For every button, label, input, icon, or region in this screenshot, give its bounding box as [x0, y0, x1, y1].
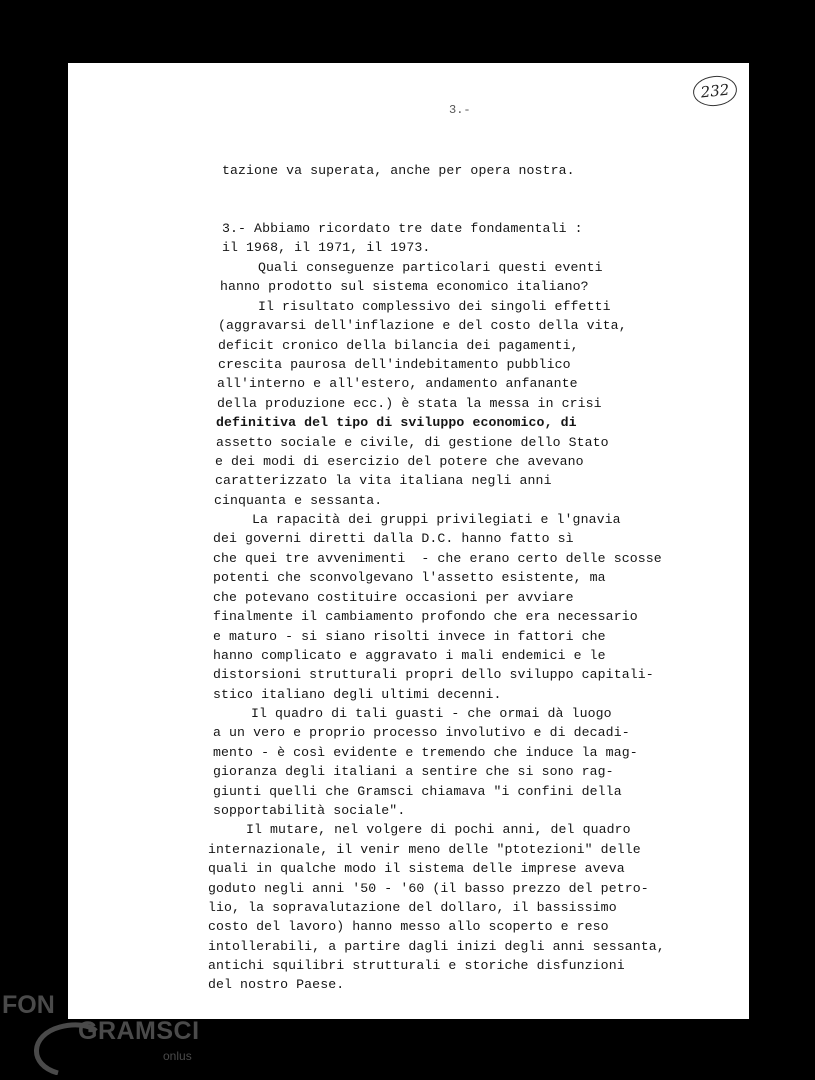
- text-line: intollerabili, a partire dagli inizi degli anni sessanta,: [208, 939, 665, 954]
- text-line: internazionale, il venir meno delle "ptotezioni" delle: [208, 842, 641, 857]
- text-line: che potevano costituire occasioni per avviare: [213, 590, 574, 605]
- text-line: La rapacità dei gruppi privilegiati e l'gnavia: [252, 512, 621, 527]
- archive-stamp: 232: [692, 74, 739, 108]
- text-line: crescita paurosa dell'indebitamento pubblico: [218, 357, 571, 372]
- text-line: all'interno e all'estero, andamento anfanante: [217, 376, 578, 391]
- text-line: giunti quelli che Gramsci chiamava "i confini della: [213, 784, 622, 799]
- text-line: (aggravarsi dell'inflazione e del costo della vita,: [218, 318, 627, 333]
- watermark-fon: FON: [2, 991, 55, 1019]
- text-line: del nostro Paese.: [208, 977, 345, 992]
- document-page: [68, 63, 749, 1019]
- text-line: assetto sociale e civile, di gestione dello Stato: [216, 435, 609, 450]
- text-line: a un vero e proprio processo involutivo e di decadi-: [213, 725, 630, 740]
- text-line: distorsioni strutturali propri dello sviluppo capitali-: [213, 667, 654, 682]
- text-line: cinquanta e sessanta.: [214, 493, 383, 508]
- text-line: finalmente il cambiamento profondo che era necessario: [213, 609, 638, 624]
- fondazione-gramsci-watermark: [0, 985, 215, 1075]
- text-line: caratterizzato la vita italiana negli anni: [215, 473, 552, 488]
- text-line: gioranza degli italiani a sentire che si sono rag-: [213, 764, 614, 779]
- text-line: Quali conseguenze particolari questi eventi: [258, 260, 603, 275]
- text-line: che quei tre avvenimenti - che erano certo delle scosse: [213, 551, 662, 566]
- text-line: Il risultato complessivo dei singoli effetti: [258, 299, 611, 314]
- text-line: definitiva del tipo di sviluppo economico, di: [216, 415, 577, 430]
- text-line: della produzione ecc.) è stata la messa in crisi: [217, 396, 602, 411]
- text-line: e maturo - si siano risolti invece in fattori che: [213, 629, 606, 644]
- text-line: e dei modi di esercizio del potere che avevano: [215, 454, 584, 469]
- text-line: dei governi diretti dalla D.C. hanno fatto sì: [213, 531, 574, 546]
- text-line: quali in qualche modo il sistema delle imprese aveva: [208, 861, 625, 876]
- text-line: stico italiano degli ultimi decenni.: [213, 687, 502, 702]
- text-line: 3.- Abbiamo ricordato tre date fondamentali :: [222, 221, 583, 236]
- text-line: hanno prodotto sul sistema economico italiano?: [220, 279, 589, 294]
- text-line: il 1968, il 1971, il 1973.: [222, 240, 431, 255]
- page-number: 3.-: [449, 103, 471, 117]
- text-line: mento - è così evidente e tremendo che induce la mag-: [213, 745, 638, 760]
- text-line: lio, la sopravalutazione del dollaro, il bassissimo: [208, 900, 617, 915]
- text-line: tazione va superata, anche per opera nostra.: [222, 163, 575, 178]
- text-line: potenti che sconvolgevano l'assetto esistente, ma: [213, 570, 606, 585]
- text-line: Il mutare, nel volgere di pochi anni, del quadro: [246, 822, 631, 837]
- text-line: sopportabilità sociale".: [213, 803, 406, 818]
- text-line: deficit cronico della bilancia dei pagamenti,: [218, 338, 579, 353]
- text-line: hanno complicato e aggravato i mali endemici e le: [213, 648, 606, 663]
- text-line: antichi squilibri strutturali e storiche disfunzioni: [208, 958, 625, 973]
- watermark-gramsci: GRAMSCI: [78, 1017, 200, 1045]
- watermark-onlus: onlus: [163, 1049, 192, 1063]
- text-line: costo del lavoro) hanno messo allo scoperto e reso: [208, 919, 609, 934]
- text-line: goduto negli anni '50 - '60 (il basso prezzo del petro-: [208, 881, 649, 896]
- text-line: Il quadro di tali guasti - che ormai dà luogo: [251, 706, 612, 721]
